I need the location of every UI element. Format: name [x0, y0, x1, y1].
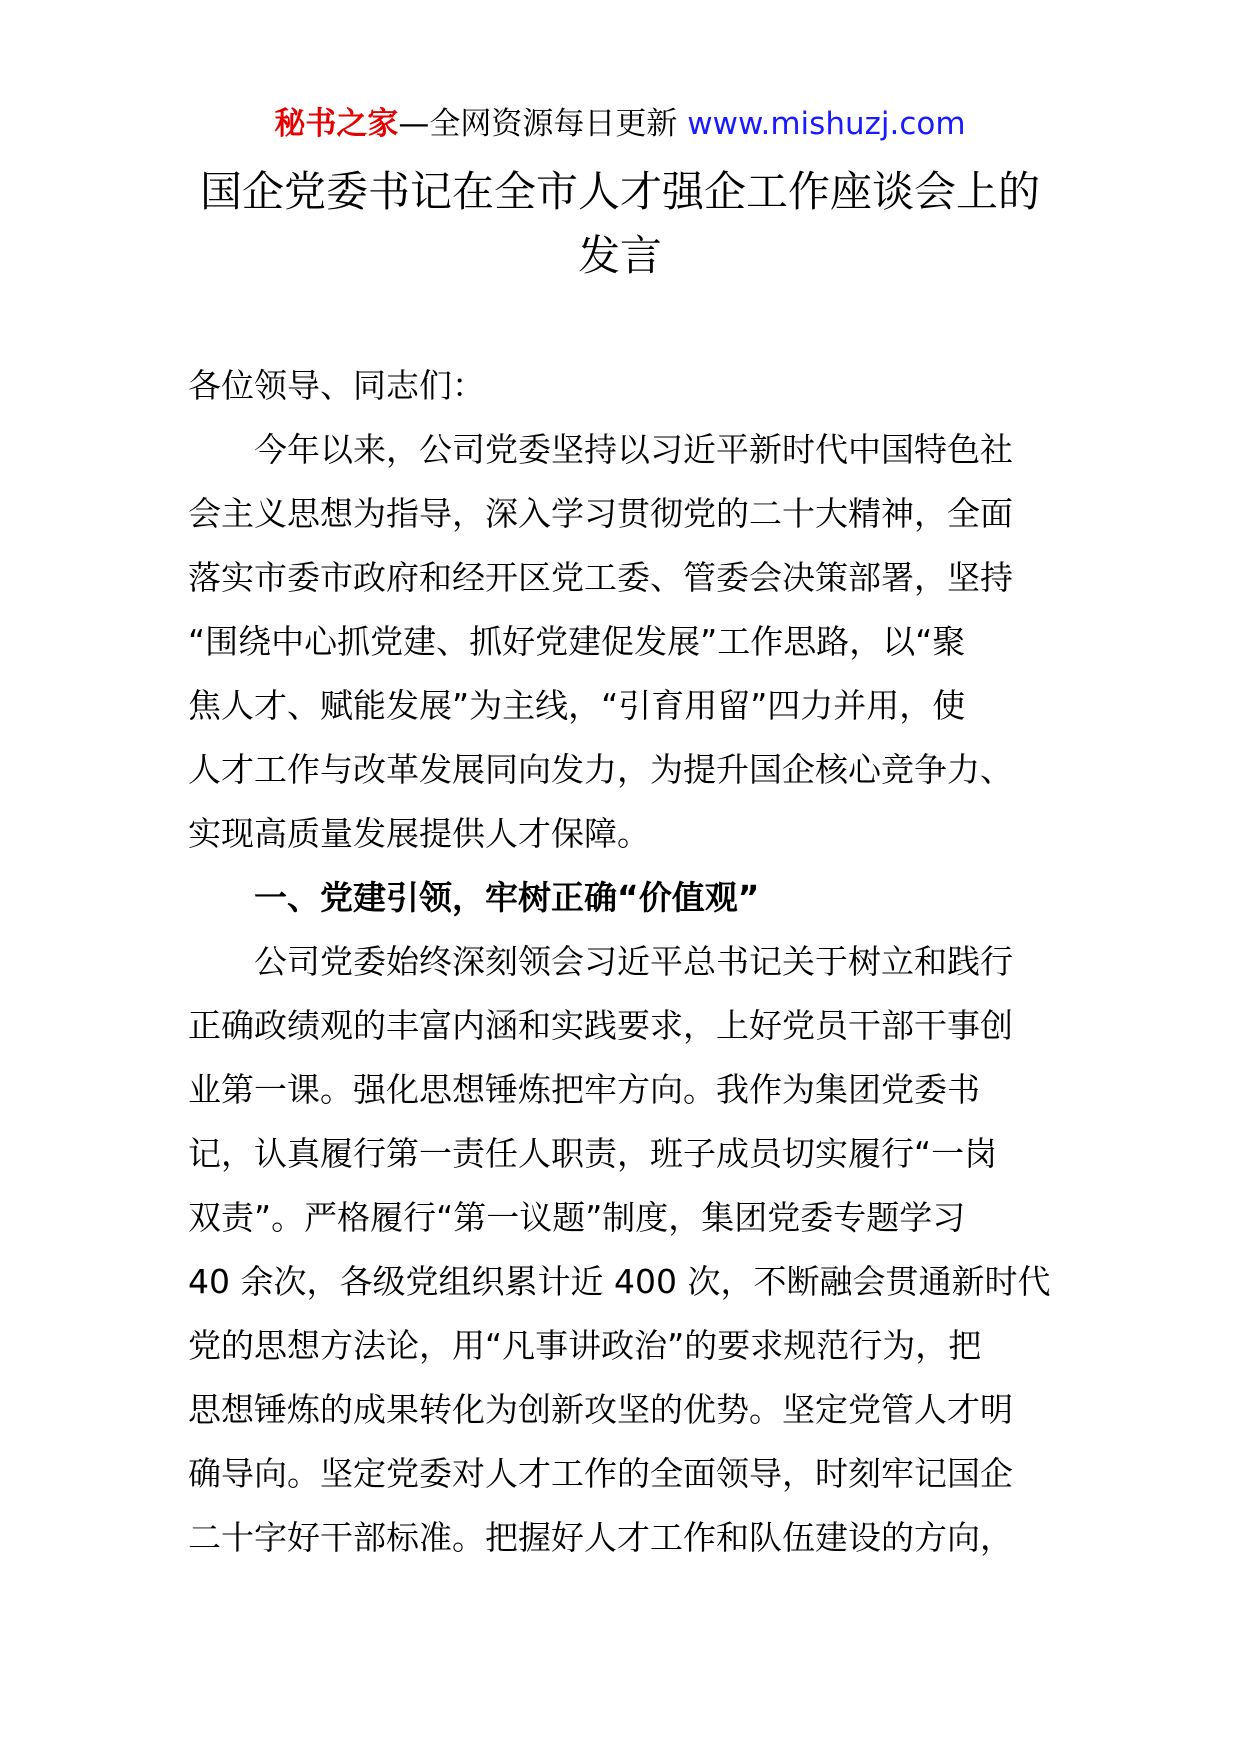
- paragraph-line: 确导向。坚定党委对人才工作的全面领导，时刻牢记国企: [188, 1454, 1013, 1493]
- document-body: [188, 354, 1058, 1570]
- paragraph-line: “围绕中心抓党建、抓好党建促发展”工作思路，以“聚: [188, 622, 966, 661]
- document-title: [180, 160, 1060, 288]
- brand-name: 秘书之家: [274, 106, 399, 142]
- paragraph-line: 焦人才、赋能发展”为主线，“引育用留”四力并用，使: [188, 686, 966, 725]
- paragraph-line: 落实市委市政府和经开区党工委、管委会决策部署，坚持: [188, 558, 1013, 597]
- paragraph-line: 记，认真履行第一责任人职责，班子成员切实履行“一岗: [188, 1134, 998, 1173]
- site-url-link[interactable]: www.mishuzj.com: [687, 106, 966, 142]
- header-tagline: —全网资源每日更新: [398, 106, 688, 142]
- section-heading: 一、党建引领，牢树正确“价值观”: [254, 878, 760, 917]
- site-header: [0, 104, 1240, 144]
- paragraph-line: 双责”。严格履行“第一议题”制度，集团党委专题学习: [188, 1198, 966, 1237]
- paragraph-line: 业第一课。强化思想锤炼把牢方向。我作为集团党委书: [188, 1070, 980, 1109]
- paragraph-line: 公司党委始终深刻领会习近平总书记关于树立和践行: [254, 942, 1013, 981]
- title-line: 国企党委书记在全市人才强企工作座谈会上的: [199, 167, 1040, 216]
- title-line: 发言: [577, 231, 662, 280]
- paragraph-line: 40 余次，各级党组织累计近 400 次，不断融会贯通新时代: [188, 1262, 1051, 1301]
- paragraph-line: 正确政绩观的丰富内涵和实践要求，上好党员干部干事创: [188, 1006, 1013, 1045]
- paragraph-line: 实现高质量发展提供人才保障。: [188, 814, 650, 853]
- salutation: 各位领导、同志们：: [188, 366, 485, 405]
- paragraph-line: 思想锤炼的成果转化为创新攻坚的优势。坚定党管人才明: [188, 1390, 1013, 1429]
- paragraph-line: 二十字好干部标准。把握好人才工作和队伍建设的方向，: [188, 1518, 1013, 1557]
- paragraph-line: 人才工作与改革发展同向发力，为提升国企核心竞争力、: [188, 750, 1013, 789]
- paragraph-line: 党的思想方法论，用“凡事讲政治”的要求规范行为，把: [188, 1326, 982, 1365]
- paragraph-line: 今年以来，公司党委坚持以习近平新时代中国特色社: [254, 430, 1013, 469]
- paragraph-line: 会主义思想为指导，深入学习贯彻党的二十大精神，全面: [188, 494, 1013, 533]
